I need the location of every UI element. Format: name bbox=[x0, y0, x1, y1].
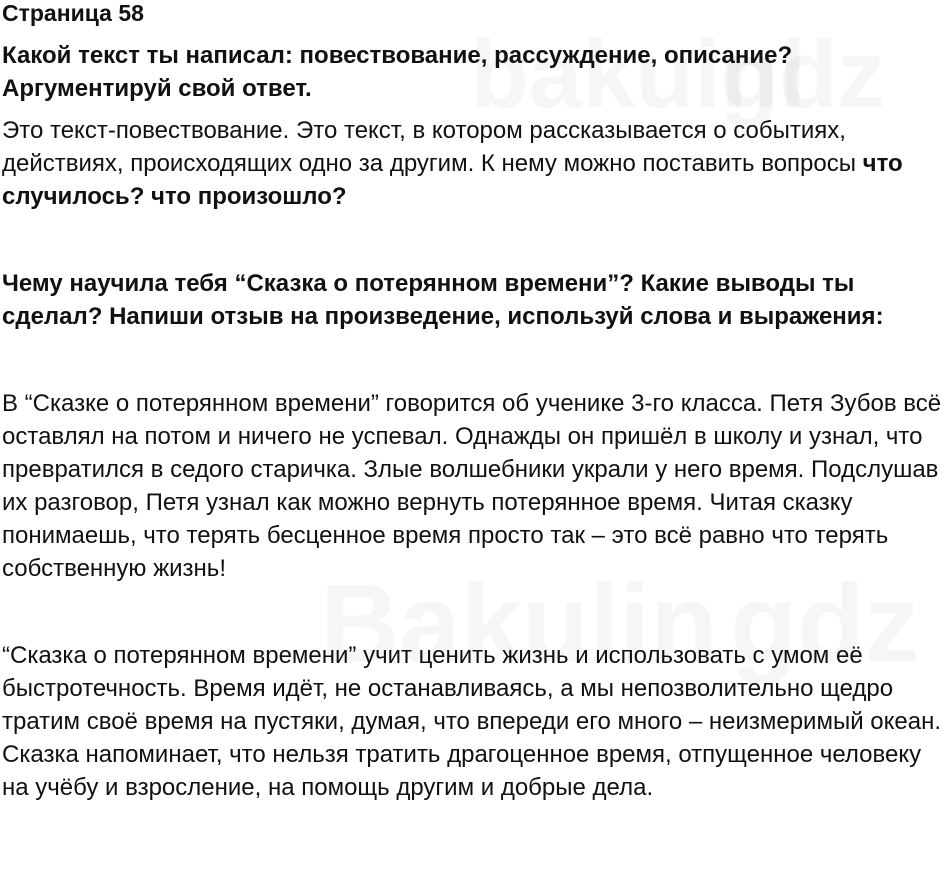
answer-2-paragraph-2: “Сказка о потерянном времени” учит ценить жизнь и использовать с умом её быстротечность. Время идёт, не останавливаясь, а мы непозволительно щедро тратим своё время на пустяки, думая, что впереди его много – неизмеримый океан. Сказка напоминает, что нельзя тратить драгоценное время, отпущенное человеку на учёбу и взросление, на помощь другим и добрые дела. bbox=[2, 642, 942, 801]
page-title: Страница 58 bbox=[2, 0, 144, 26]
document-body bbox=[2, 0, 951, 804]
answer-1-text: Это текст-повествование. Это текст, в котором рассказывается о событиях, действиях, происходящих одно за другим. К нему можно поставить вопросы bbox=[2, 117, 863, 177]
answer-2-paragraph-1: В “Сказке о потерянном времени” говорится об ученике 3-го класса. Петя Зубов всё оставлял на потом и ничего не успевал. Однажды он пришёл в школу и узнал, что превратился в седого старичка. Злые волшебники украли у него время. Подслушав их разговор, Петя узнал как можно вернуть потерянное время. Читая сказку понимаешь, что терять бесценное время просто так – это всё равно что терять собственную жизнь! bbox=[2, 390, 942, 582]
answer-1-bold-questions: что случилось? что произошло? bbox=[2, 150, 903, 210]
question-2: Чему научила тебя “Сказка о потерянном времени”? Какие выводы ты сделал? Напиши отзыв на произведение, используй слова и выражения: bbox=[2, 270, 884, 330]
question-1: Какой текст ты написал: повествование, рассуждение, описание? Аргументируй свой ответ. bbox=[2, 42, 793, 102]
answer-1 bbox=[2, 114, 951, 213]
